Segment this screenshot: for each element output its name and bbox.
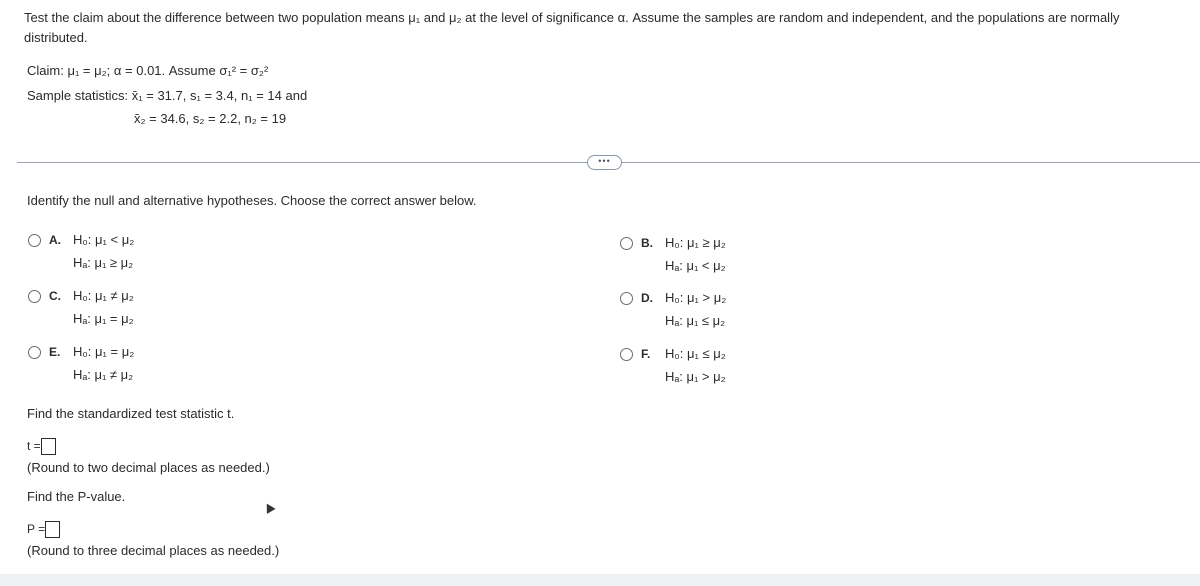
p-round-hint: (Round to three decimal places as needed.): [27, 543, 280, 558]
option-f-radio[interactable]: [620, 348, 633, 361]
option-c-null: H₀: μ₁ ≠ μ₂: [73, 288, 134, 303]
sample-stats-line1: Sample statistics: x̄₁ = 31.7, s₁ = 3.4, n₁ = 14 and: [27, 88, 308, 103]
option-d-null: H₀: μ₁ > μ₂: [665, 290, 727, 305]
question-hypotheses: Identify the null and alternative hypotheses. Choose the correct answer below.: [27, 193, 477, 208]
p-answer-input[interactable]: [45, 521, 60, 538]
t-round-hint: (Round to two decimal places as needed.): [27, 460, 270, 475]
question-p-value: Find the P-value.: [27, 489, 126, 504]
option-d-radio[interactable]: [620, 292, 633, 305]
option-c-letter: C.: [49, 289, 61, 303]
claim-text: Claim: μ₁ = μ₂; α = 0.01. Assume σ₁² = σ₂²: [27, 63, 269, 78]
option-c[interactable]: [28, 288, 308, 328]
problem-statement: [24, 8, 1174, 48]
option-f[interactable]: [620, 346, 900, 386]
p-answer-row: [27, 521, 60, 538]
option-b-radio[interactable]: [620, 237, 633, 250]
footer-bar: [0, 574, 1200, 586]
p-label: P =: [27, 522, 46, 536]
option-a-null: H₀: μ₁ < μ₂: [73, 232, 135, 247]
mouse-pointer-icon: [262, 501, 275, 514]
option-c-radio[interactable]: [28, 290, 41, 303]
option-e-alt: Hₐ: μ₁ ≠ μ₂: [73, 367, 134, 382]
option-e-null: H₀: μ₁ = μ₂: [73, 344, 135, 359]
option-e-radio[interactable]: [28, 346, 41, 359]
option-b-null: H₀: μ₁ ≥ μ₂: [665, 235, 726, 250]
option-a-letter: A.: [49, 233, 61, 247]
problem-statement-line2: distributed.: [24, 30, 88, 45]
t-answer-row: [27, 438, 56, 455]
option-f-letter: F.: [641, 347, 651, 361]
option-d-alt: Hₐ: μ₁ ≤ μ₂: [665, 313, 726, 328]
option-a-alt: Hₐ: μ₁ ≥ μ₂: [73, 255, 134, 270]
option-e-letter: E.: [49, 345, 61, 359]
option-a[interactable]: [28, 232, 308, 272]
option-b-alt: Hₐ: μ₁ < μ₂: [665, 258, 726, 273]
t-label: t =: [27, 439, 41, 453]
option-f-null: H₀: μ₁ ≤ μ₂: [665, 346, 726, 361]
option-b-letter: B.: [641, 236, 653, 250]
option-d-letter: D.: [641, 291, 653, 305]
sample-stats-line2: x̄₂ = 34.6, s₂ = 2.2, n₂ = 19: [134, 111, 287, 126]
option-a-radio[interactable]: [28, 234, 41, 247]
option-b[interactable]: [620, 235, 900, 275]
problem-statement-line1: Test the claim about the difference between two population means μ₁ and μ₂ at the level of significance α. Assume the samples are random and independent, and the populations are normally: [24, 10, 1120, 25]
option-c-alt: Hₐ: μ₁ = μ₂: [73, 311, 134, 326]
more-options-button[interactable]: •••: [587, 155, 622, 170]
option-e[interactable]: [28, 344, 308, 384]
option-d[interactable]: [620, 290, 900, 330]
question-test-statistic: Find the standardized test statistic t.: [27, 406, 235, 421]
t-answer-input[interactable]: [41, 438, 56, 455]
option-f-alt: Hₐ: μ₁ > μ₂: [665, 369, 726, 384]
